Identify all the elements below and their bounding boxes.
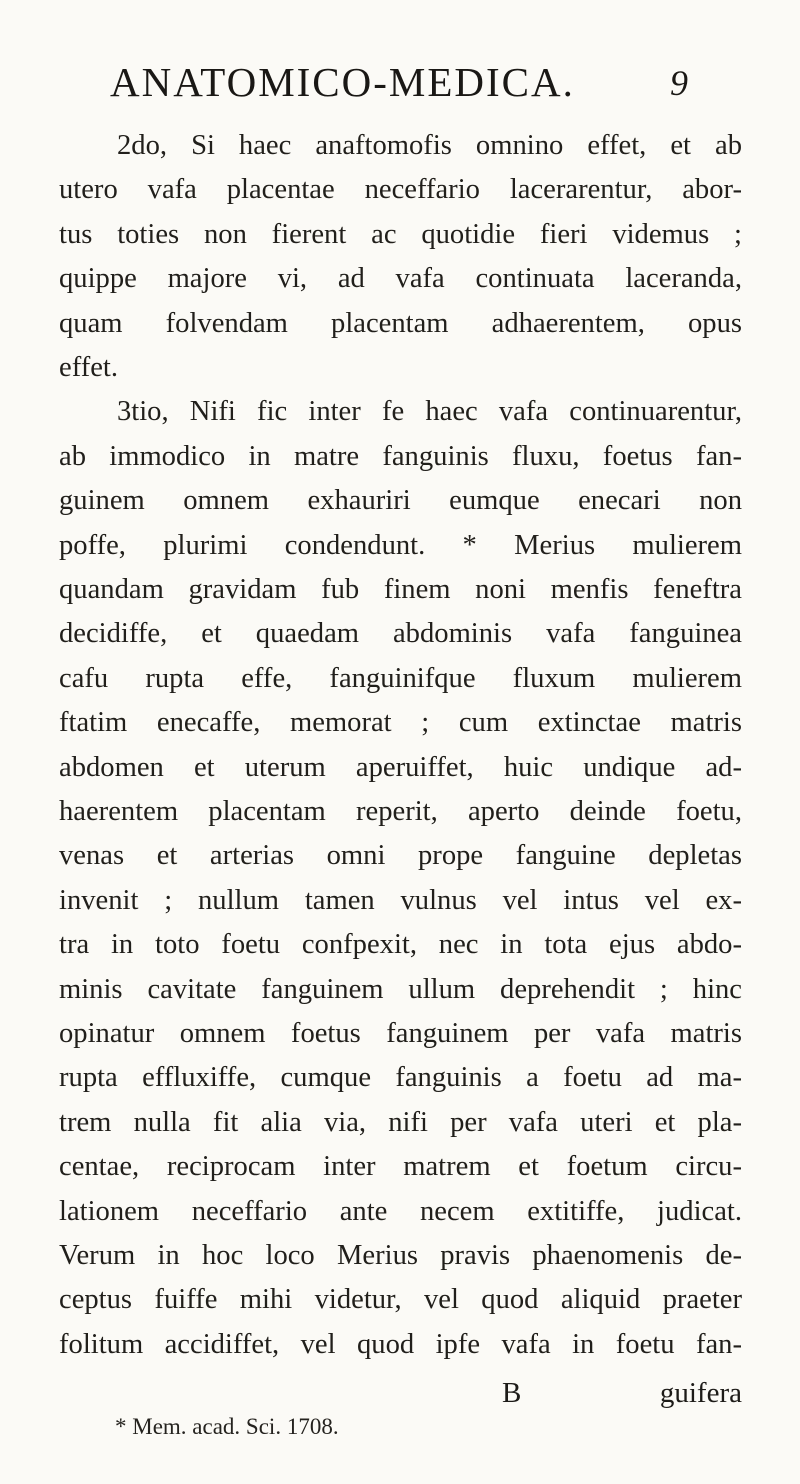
page-footer-line xyxy=(502,1373,742,1413)
text-line: quandam gravidam fub finem noni menfis feneftra xyxy=(59,574,742,605)
footnote: * Mem. acad. Sci. 1708. xyxy=(115,1414,339,1439)
text-line: trem nulla fit alia via, nifi per vafa uteri et pla- xyxy=(59,1107,742,1138)
text-line: invenit ; nullum tamen vulnus vel intus vel ex- xyxy=(59,885,742,916)
text-line: poffe, plurimi condendunt. * Merius mulierem xyxy=(59,530,742,561)
text-line: haerentem placentam reperit, aperto deinde foetu, xyxy=(59,796,742,827)
text-line: 2do, Si haec anaftomofis omnino effet, et ab xyxy=(117,130,742,161)
page-header xyxy=(110,58,688,108)
text-line: centae, reciprocam inter matrem et foetum circu- xyxy=(59,1151,742,1182)
text-line: venas et arterias omni prope fanguine depletas xyxy=(59,840,742,871)
running-head: ANATOMICO-MEDICA. xyxy=(110,59,575,105)
text-line: lationem neceffario ante necem extitiffe, judicat. xyxy=(59,1196,742,1227)
text-line: quam folvendam placentam adhaerentem, opus xyxy=(59,308,742,339)
text-line: decidiffe, et quaedam abdominis vafa fanguinea xyxy=(59,618,742,649)
text-line: ab immodico in matre fanguinis fluxu, foetus fan- xyxy=(59,441,742,472)
text-line: tus toties non fierent ac quotidie fieri videmus ; xyxy=(59,219,742,250)
text-line: utero vafa placentae neceffario lacerarentur, abor- xyxy=(59,174,742,205)
text-line: tra in toto foetu confpexit, nec in tota ejus abdo- xyxy=(59,929,742,960)
catchword: guifera xyxy=(659,1377,742,1409)
text-line: folitum accidiffet, vel quod ipfe vafa in foetu fan- xyxy=(59,1329,742,1360)
signature-mark: B xyxy=(502,1377,522,1409)
page-number: 9 xyxy=(670,63,688,103)
text-line: 3tio, Nifi fic inter fe haec vafa continuarentur, xyxy=(117,396,742,427)
text-line: rupta effluxiffe, cumque fanguinis a foetu ad ma- xyxy=(59,1062,742,1093)
text-line: abdomen et uterum aperuiffet, huic undique ad- xyxy=(59,752,742,783)
text-line: quippe majore vi, ad vafa continuata laceranda, xyxy=(59,263,742,294)
text-line: minis cavitate fanguinem ullum deprehendit ; hinc xyxy=(59,974,742,1005)
text-line: ceptus fuiffe mihi videtur, vel quod aliquid praeter xyxy=(59,1284,742,1315)
text-line: cafu rupta effe, fanguinifque fluxum mulierem xyxy=(59,663,742,694)
text-line: ftatim enecaffe, memorat ; cum extinctae matris xyxy=(59,707,742,738)
text-line: Verum in hoc loco Merius pravis phaenomenis de- xyxy=(59,1240,742,1271)
text-line: guinem omnem exhauriri eumque enecari non xyxy=(59,485,742,516)
text-line: effet. xyxy=(59,352,119,383)
text-line: opinatur omnem foetus fanguinem per vafa matris xyxy=(59,1018,742,1049)
